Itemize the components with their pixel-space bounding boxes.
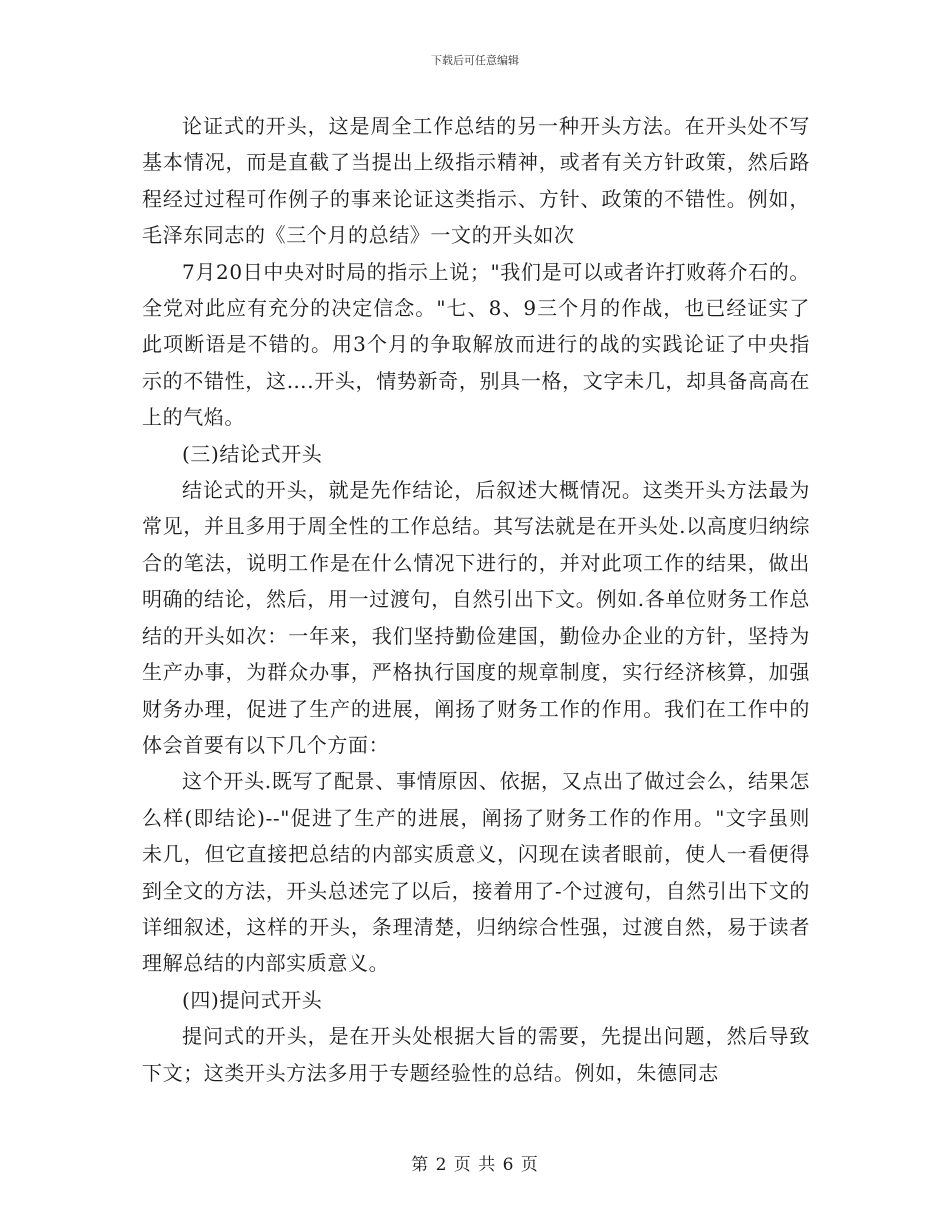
section-heading-conclusion: (三)结论式开头 — [182, 441, 323, 466]
paragraph-quote-example: 7月20日中央对时局的指示上说；"我们是可以或者许打败蒋介石的。全党对此应有充分的决定信念。"七、8、9三个月的作战，也已经证实了此项断语是不错的。用3个月的争取解放而进行的战的实践论证了中央指示的不错性，这….开头，情势新奇，别具一格，文字未几，却具备高高在上的气焰。 — [142, 259, 810, 430]
page-number: 第 2 页 共 6 页 — [411, 1155, 539, 1175]
document-body — [142, 108, 810, 1091]
section-heading-question: (四)提问式开头 — [182, 987, 323, 1012]
paragraph-question-opening: 提问式的开头，是在开头处根据大旨的需要，先提出问题，然后导致下文；这类开头方法多用于专题经验性的总结。例如，朱德同志 — [142, 1024, 810, 1085]
paragraph-conclusion-analysis: 这个开头.既写了配景、事情原因、依据，又点出了做过会么，结果怎么样(即结论)--"促进了生产的进展，阐扬了财务工作的作用。"文字虽则未几，但它直接把总结的内部实质意义，闪现在读者眼前，使人一看便得到全文的方法，开头总述完了以后，接着用了-个过渡句，自然引出下文的详细叙述，这样的开头，条理清楚，归纳综合性强，过渡自然，易于读者理解总结的内部实质意义。 — [142, 769, 810, 976]
paragraph-argument-opening: 论证式的开头，这是周全工作总结的另一种开头方法。在开头处不写基本情况，而是直截了当提出上级指示精神，或者有关方针政策，然后路程经过过程可作例子的事来论证这类指示、方针、政策的不错性。例如，毛泽东同志的《三个月的总结》一文的开头如次 — [142, 114, 810, 248]
page-header: 下载后可任意编辑 — [431, 54, 519, 67]
paragraph-conclusion-opening: 结论式的开头，就是先作结论，后叙述大概情况。这类开头方法最为常见，并且多用于周全性的工作总结。其写法就是在开头处.以高度归纳综合的笔法，说明工作是在什么情况下进行的，并对此项工作的结果，做出明确的结论，然后，用一过渡句，自然引出下文。例如.各单位财务工作总结的开头如次：一年来，我们坚持勤俭建国，勤俭办企业的方针，坚持为生产办事，为群众办事，严格执行国度的规章制度，实行经济核算，加强财务办理，促进了生产的进展，阐扬了财务工作的作用。我们在工作中的体会首要有以下几个方面： — [142, 478, 810, 757]
